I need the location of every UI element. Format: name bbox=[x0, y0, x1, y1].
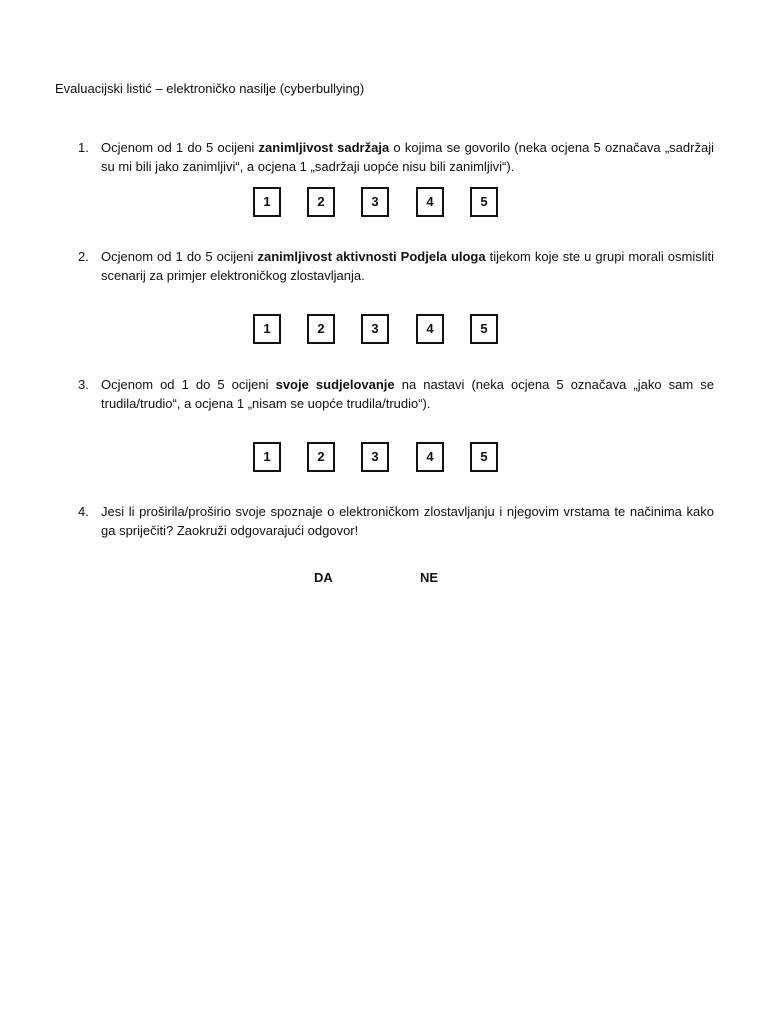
question-number: 4. bbox=[78, 504, 89, 519]
question-text-part: Ocjenom od 1 do 5 ocijeni bbox=[101, 140, 259, 155]
rating-box-2[interactable]: 2 bbox=[307, 187, 335, 217]
rating-box-1[interactable]: 1 bbox=[253, 442, 281, 472]
rating-box-3[interactable]: 3 bbox=[361, 314, 389, 344]
rating-box-5[interactable]: 5 bbox=[470, 442, 498, 472]
question-text bbox=[101, 375, 714, 413]
answer-option-ne[interactable]: NE bbox=[420, 570, 439, 585]
rating-box-1[interactable]: 1 bbox=[253, 314, 281, 344]
rating-box-2[interactable]: 2 bbox=[307, 314, 335, 344]
rating-box-3[interactable]: 3 bbox=[361, 187, 389, 217]
rating-box-5[interactable]: 5 bbox=[470, 314, 498, 344]
question-3 bbox=[78, 375, 714, 413]
rating-box-1[interactable]: 1 bbox=[253, 187, 281, 217]
rating-box-2[interactable]: 2 bbox=[307, 442, 335, 472]
rating-scale-3 bbox=[253, 442, 499, 473]
rating-box-3[interactable]: 3 bbox=[361, 442, 389, 472]
question-2 bbox=[78, 247, 714, 285]
question-text-emphasis: zanimljivost sadržaja bbox=[258, 140, 390, 155]
document-title: Evaluacijski listić – elektroničko nasilje (cyberbullying) bbox=[55, 81, 365, 96]
question-4 bbox=[78, 502, 714, 540]
answer-option-da[interactable]: DA bbox=[314, 570, 333, 585]
question-text-part: tijekom koje ste u grupi morali osmisliti scenarij za primjer elektroničkog zlostavljanja. bbox=[101, 249, 715, 283]
question-text-part: Ocjenom od 1 do 5 ocijeni bbox=[101, 377, 276, 392]
question-1 bbox=[78, 138, 714, 176]
question-text-part: o kojima se govorilo (neka ocjena 5 označava „sadržaji su mi bili jako zanimljivi“, a ocjena 1 „sadržaji uopće nisu bili zanimljivi“). bbox=[101, 140, 714, 174]
question-text-emphasis: zanimljivost aktivnosti Podjela uloga bbox=[257, 249, 486, 264]
rating-box-5[interactable]: 5 bbox=[470, 187, 498, 217]
rating-box-4[interactable]: 4 bbox=[416, 314, 444, 344]
question-number: 3. bbox=[78, 377, 89, 392]
question-number: 2. bbox=[78, 249, 89, 264]
question-text bbox=[101, 138, 714, 176]
rating-box-4[interactable]: 4 bbox=[416, 442, 444, 472]
question-text bbox=[101, 502, 714, 540]
question-text-part: Jesi li proširila/proširio svoje spoznaje o elektroničkom zlostavljanju i njegovim vrstama te načinima kako ga spriječiti? Zaokruži odgovarajući odgovor! bbox=[101, 504, 714, 538]
question-text-part: Ocjenom od 1 do 5 ocijeni bbox=[101, 249, 258, 264]
rating-scale-1 bbox=[253, 187, 499, 218]
rating-box-4[interactable]: 4 bbox=[416, 187, 444, 217]
question-text-emphasis: svoje sudjelovanje bbox=[275, 377, 395, 392]
question-number: 1. bbox=[78, 140, 89, 155]
rating-scale-2 bbox=[253, 314, 499, 345]
question-text-part: na nastavi (neka ocjena 5 označava „jako sam se trudila/trudio“, a ocjena 1 „nisam se uopće trudila/trudio“). bbox=[101, 377, 714, 411]
question-text bbox=[101, 247, 714, 285]
